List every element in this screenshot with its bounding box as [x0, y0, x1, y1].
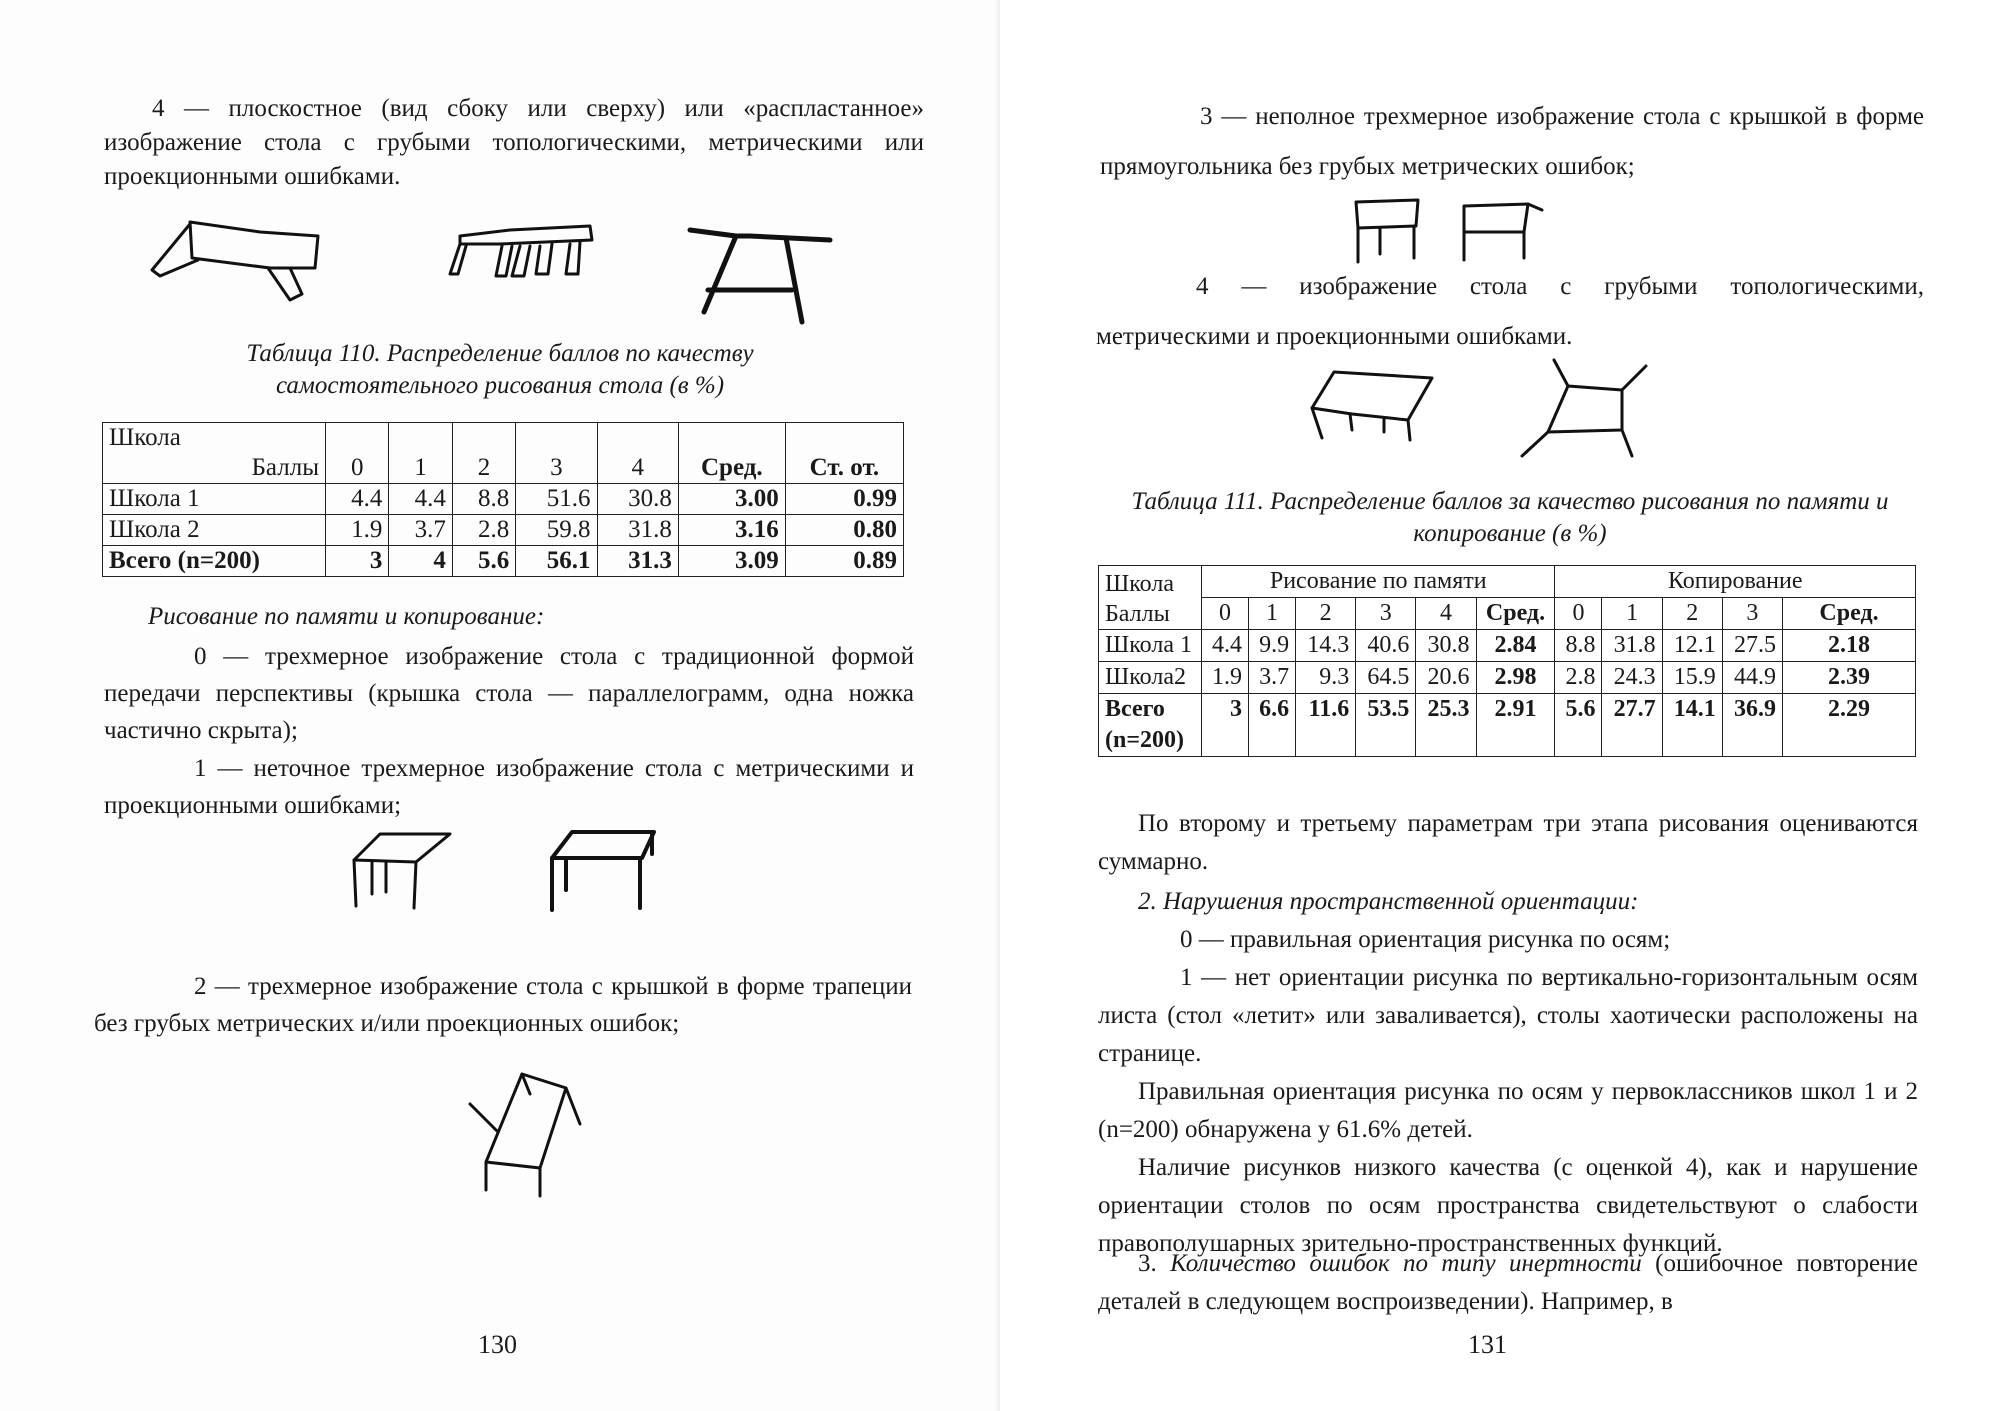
item-2-description: 2 — трехмерное изображение стола с крышкой в форме трапеции без грубых метрических и/или проекционных ошибок;	[94, 973, 912, 1037]
orientation-1: 1 — нет ориентации рисунка по вертикально-горизонтальным осям листа (стол «летит» или заваливается), столы хаотически расположены на странице.	[1098, 964, 1918, 1067]
table-cell: 0.99	[785, 484, 903, 515]
table-cell: 24.3	[1602, 662, 1662, 694]
table-cell: 25.3	[1416, 694, 1476, 757]
column-header: 0	[1202, 598, 1249, 630]
table-cell: 59.8	[516, 515, 597, 546]
table-cell: 31.8	[1602, 630, 1662, 662]
table-row	[1099, 662, 1916, 694]
row-label: Школа 1	[1099, 630, 1202, 662]
group-memory-header: Рисование по памяти	[1202, 566, 1555, 598]
table-row	[103, 484, 904, 515]
table-cell: 4.4	[326, 484, 389, 515]
header-school-points-cell	[1099, 566, 1202, 630]
section-2-heading: 2. Нарушения пространственной ориентации:	[1138, 888, 1639, 915]
memory-copy-heading: Рисование по памяти и копирование:	[148, 603, 545, 630]
item-1-description: 1 — неточное трехмерное изображение стола с метрическими и проекционными ошибками;	[104, 755, 914, 819]
column-header: 3	[1722, 598, 1782, 630]
table-cell: 2.91	[1476, 694, 1555, 757]
column-header: 3	[1356, 598, 1416, 630]
table-cell: 2.18	[1783, 630, 1916, 662]
inertia-paragraph	[1098, 1245, 1918, 1321]
table-cell: 8.8	[452, 484, 515, 515]
table-cell: 0.80	[785, 515, 903, 546]
table-cell: 44.9	[1722, 662, 1782, 694]
table-cell: 1.9	[1202, 662, 1249, 694]
table-cell: 40.6	[1356, 630, 1416, 662]
table-cell: 30.8	[1416, 630, 1476, 662]
table-header-row	[1099, 598, 1916, 630]
sketch-table-item1-a	[350, 830, 460, 910]
table-row-total	[103, 546, 904, 577]
table-111	[1098, 565, 1916, 757]
column-header: 4	[1416, 598, 1476, 630]
table-cell: 36.9	[1722, 694, 1782, 757]
header-school-points-cell	[103, 423, 326, 484]
table-cell: 3.7	[1249, 662, 1296, 694]
table-cell: 2.84	[1476, 630, 1555, 662]
table-cell: 27.7	[1602, 694, 1662, 757]
table-cell: 4.4	[389, 484, 452, 515]
table-cell: 27.5	[1722, 630, 1782, 662]
column-header: 2	[1662, 598, 1722, 630]
table-cell: 31.3	[597, 546, 678, 577]
page-number-right: 131	[1468, 1330, 1507, 1359]
group-copy-header: Копирование	[1555, 566, 1916, 598]
column-header: Сред.	[1476, 598, 1555, 630]
table-cell: 9.9	[1249, 630, 1296, 662]
table-cell: 6.6	[1249, 694, 1296, 757]
sketch-table-item3-b	[1458, 198, 1558, 264]
table-cell: 2.39	[1783, 662, 1916, 694]
sketch-flat-table-3	[690, 222, 840, 322]
column-header: Сред.	[678, 423, 785, 484]
row-label: Школа 1	[103, 484, 326, 515]
table-cell: 2.29	[1783, 694, 1916, 757]
item-4-description: 4 — плоскостное (вид сбоку или сверху) или «распластанное» изображение стола с грубыми топологическими, метрическими или проекционными ошибками.	[104, 95, 924, 190]
table-header-row	[103, 423, 904, 484]
item-4-right-description: 4 — изображение стола с грубыми топологическими, метрическими и проекционными ошибками.	[1096, 273, 1924, 350]
table-cell: 4	[389, 546, 452, 577]
column-header: 4	[597, 423, 678, 484]
table-cell: 5.6	[1555, 694, 1602, 757]
low-quality-paragraph: Наличие рисунков низкого качества (с оценкой 4), как и нарушение ориентации столов по осям пространства свидетельствуют о слабости правополушарных зрительно-пространственных функций.	[1098, 1154, 1918, 1257]
sketch-table-item3-a	[1352, 196, 1422, 266]
table-cell: 53.5	[1356, 694, 1416, 757]
header-school-label: Школа	[1105, 571, 1174, 597]
header-school-label: Школа	[109, 424, 181, 451]
table-cell: 1.9	[326, 515, 389, 546]
row-label: Всего (n=200)	[103, 546, 326, 577]
table-cell: 20.6	[1416, 662, 1476, 694]
column-header: 2	[452, 423, 515, 484]
page-number-left: 130	[478, 1330, 517, 1359]
column-header: 3	[516, 423, 597, 484]
table-cell: 0.89	[785, 546, 903, 577]
row-label: Школа2	[1099, 662, 1202, 694]
table-cell: 3	[1202, 694, 1249, 757]
table-cell: 14.3	[1296, 630, 1356, 662]
inertia-number: 3.	[1138, 1250, 1171, 1277]
sketch-table-item1-b	[548, 828, 658, 910]
table-cell: 5.6	[452, 546, 515, 577]
table-group-header-row	[1099, 566, 1916, 598]
table-cell: 3.09	[678, 546, 785, 577]
table-cell: 51.6	[516, 484, 597, 515]
column-header: 0	[326, 423, 389, 484]
table-cell: 2.8	[452, 515, 515, 546]
column-header: 1	[1602, 598, 1662, 630]
column-header: 1	[1249, 598, 1296, 630]
table-cell: 14.1	[1662, 694, 1722, 757]
table-cell: 3	[326, 546, 389, 577]
sketch-flat-table-2	[440, 222, 600, 302]
row-label: Всего (n=200)	[1099, 694, 1202, 757]
table-cell: 4.4	[1202, 630, 1249, 662]
table-cell: 64.5	[1356, 662, 1416, 694]
table-111-caption: Таблица 111. Распределение баллов за качество рисования по памяти и копирование (в %)	[1131, 488, 1889, 547]
row-label: Школа 2	[103, 515, 326, 546]
inertia-term: Количество ошибок по типу инертности	[1170, 1250, 1642, 1277]
inertia-rest: (ошибочное повторение деталей в следующем воспроизведении). Например, в	[1098, 1250, 1918, 1315]
table-cell: 2.8	[1555, 662, 1602, 694]
column-header: Сред.	[1783, 598, 1916, 630]
orientation-0: 0 — правильная ориентация рисунка по осям;	[1180, 926, 1671, 953]
table-row	[1099, 630, 1916, 662]
right-page	[1000, 0, 2000, 1411]
table-cell: 12.1	[1662, 630, 1722, 662]
header-points-label: Баллы	[1105, 601, 1170, 627]
sketch-table-item4-a	[1308, 362, 1438, 442]
item-0-description: 0 — трехмерное изображение стола с традиционной формой передачи перспективы (крышка стола — параллелограмм, одна ножка частично скрыта);	[104, 643, 914, 744]
table-row	[103, 515, 904, 546]
table-cell: 30.8	[597, 484, 678, 515]
table-row-total	[1099, 694, 1916, 757]
table-cell: 3.00	[678, 484, 785, 515]
table-cell: 56.1	[516, 546, 597, 577]
sketch-flat-table-1	[150, 210, 320, 290]
table-cell: 15.9	[1662, 662, 1722, 694]
table-cell: 11.6	[1296, 694, 1356, 757]
column-header: 0	[1555, 598, 1602, 630]
header-points-label: Баллы	[251, 454, 319, 481]
correct-orientation-paragraph: Правильная ориентация рисунка по осям у первоклассников школ 1 и 2 (n=200) обнаружена у 61.6% детей.	[1098, 1078, 1918, 1143]
table-cell: 9.3	[1296, 662, 1356, 694]
column-header: 1	[389, 423, 452, 484]
table-cell: 31.8	[597, 515, 678, 546]
item-3-description: 3 — неполное трехмерное изображение стола с крышкой в форме прямоугольника без грубых метрических ошибок;	[1100, 103, 1924, 180]
column-header: Ст. от.	[785, 423, 903, 484]
summary-paragraph: По второму и третьему параметрам три этапа рисования оцениваются суммарно.	[1098, 810, 1918, 875]
table-cell: 3.16	[678, 515, 785, 546]
table-cell: 2.98	[1476, 662, 1555, 694]
sketch-table-item2	[470, 1070, 590, 1200]
sketch-table-item4-b	[1520, 356, 1650, 456]
column-header: 2	[1296, 598, 1356, 630]
table-cell: 3.7	[389, 515, 452, 546]
table-110	[102, 422, 904, 577]
table-110-caption: Таблица 110. Распределение баллов по качеству самостоятельного рисования стола (в %)	[246, 340, 754, 399]
table-cell: 8.8	[1555, 630, 1602, 662]
